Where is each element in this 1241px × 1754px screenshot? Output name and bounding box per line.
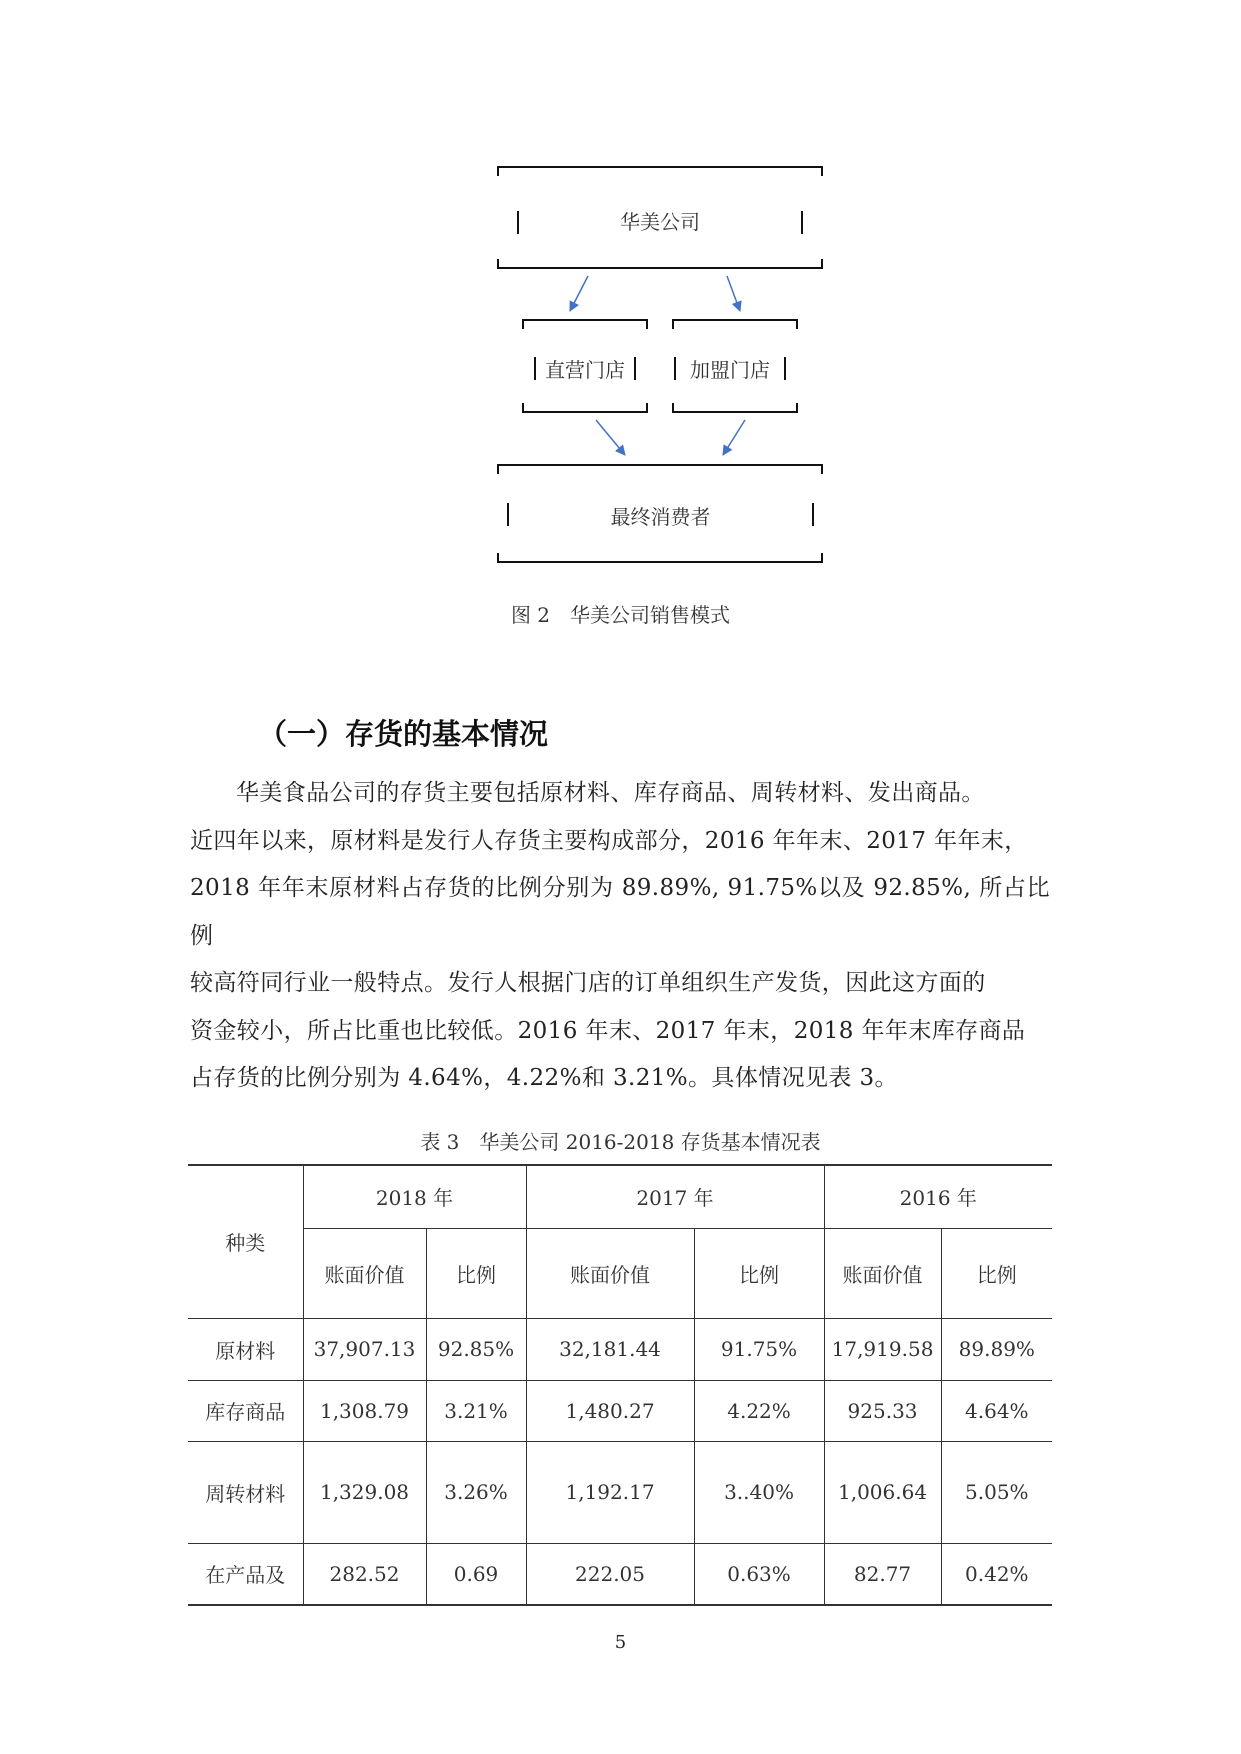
table-cell: 1,006.64 xyxy=(824,1441,941,1543)
table-cell: 5.05% xyxy=(941,1441,1052,1543)
table-cell: 32,181.44 xyxy=(526,1318,694,1380)
table-cell: 17,919.58 xyxy=(824,1318,941,1380)
paragraph-line: 2018 年年末原材料占存货的比例分别为 89.89%, 91.75%以及 92.85%, 所占比例 xyxy=(190,875,1051,949)
row-label: 原材料 xyxy=(188,1318,303,1380)
paragraph-line: 占存货的比例分别为 4.64%，4.22%和 3.21%。具体情况见表 3。 xyxy=(190,1065,898,1091)
table-cell: 925.33 xyxy=(824,1380,941,1441)
body-paragraph xyxy=(190,770,1050,1103)
arrow-top-to-left xyxy=(570,276,588,311)
table-cell: 0.42% xyxy=(941,1543,1052,1605)
row-label: 库存商品 xyxy=(188,1380,303,1441)
table-cell: 91.75% xyxy=(694,1318,824,1380)
paragraph-line: 华美食品公司的存货主要包括原材料、库存商品、周转材料、发出商品。 xyxy=(236,780,985,806)
arrow-right-to-bottom xyxy=(723,420,745,455)
table-cell: 222.05 xyxy=(526,1543,694,1605)
table-cell: 0.69 xyxy=(426,1543,526,1605)
table-cell: 282.52 xyxy=(303,1543,426,1605)
table-cell: 1,480.27 xyxy=(526,1380,694,1441)
node-franchise-store-label: 加盟门店 xyxy=(690,358,770,382)
header-year: 2017 年 xyxy=(526,1165,824,1228)
table-cell: 92.85% xyxy=(426,1318,526,1380)
table-row xyxy=(188,1543,1052,1605)
arrow-top-to-right xyxy=(727,276,740,311)
node-consumer-label: 最终消费者 xyxy=(610,505,711,529)
page-number: 5 xyxy=(614,1632,627,1653)
table-cell: 3..40% xyxy=(694,1441,824,1543)
header-year: 2016 年 xyxy=(824,1165,1052,1228)
table-cell: 1,192.17 xyxy=(526,1441,694,1543)
header-ratio: 比例 xyxy=(426,1228,526,1318)
table-cell: 82.77 xyxy=(824,1543,941,1605)
table-row xyxy=(188,1441,1052,1543)
header-ratio: 比例 xyxy=(694,1228,824,1318)
table-cell: 4.22% xyxy=(694,1380,824,1441)
figure-caption: 图 2 华美公司销售模式 xyxy=(510,603,731,627)
table-row xyxy=(188,1318,1052,1380)
arrow-left-to-bottom xyxy=(596,420,625,455)
section-heading: （一）存货的基本情况 xyxy=(258,717,549,751)
node-company xyxy=(498,167,822,268)
table-cell: 1,308.79 xyxy=(303,1380,426,1441)
table-caption: 表 3 华美公司 2016-2018 存货基本情况表 xyxy=(420,1130,821,1154)
node-franchise-store xyxy=(675,320,785,412)
table-cell: 4.64% xyxy=(941,1380,1052,1441)
row-label: 在产品及 xyxy=(188,1543,303,1605)
table-cell: 1,329.08 xyxy=(303,1441,426,1543)
node-consumer xyxy=(508,465,813,562)
node-company-label: 华美公司 xyxy=(620,210,700,234)
paragraph-line: 资金较小，所占比重也比较低。2016 年末、2017 年末，2018 年年末库存商品 xyxy=(190,1017,1026,1044)
paragraph-line: 近四年以来，原材料是发行人存货主要构成部分，2016 年年末、2017 年年末， xyxy=(190,827,1028,854)
table-cell: 3.21% xyxy=(426,1380,526,1441)
table-cell: 89.89% xyxy=(941,1318,1052,1380)
node-direct-store-label: 直营门店 xyxy=(545,358,625,382)
header-book-value: 账面价值 xyxy=(526,1228,694,1318)
table-cell: 3.26% xyxy=(426,1441,526,1543)
header-book-value: 账面价值 xyxy=(824,1228,941,1318)
paragraph-line: 较高符同行业一般特点。发行人根据门店的订单组织生产发货，因此这方面的 xyxy=(190,970,986,996)
header-book-value: 账面价值 xyxy=(303,1228,426,1318)
table-row xyxy=(188,1380,1052,1441)
header-category: 种类 xyxy=(188,1165,303,1318)
table-cell: 37,907.13 xyxy=(303,1318,426,1380)
row-label: 周转材料 xyxy=(188,1441,303,1543)
header-ratio: 比例 xyxy=(941,1228,1052,1318)
header-year: 2018 年 xyxy=(303,1165,526,1228)
inventory-table xyxy=(188,1164,1052,1606)
node-direct-store xyxy=(535,320,635,412)
table-cell: 0.63% xyxy=(694,1543,824,1605)
